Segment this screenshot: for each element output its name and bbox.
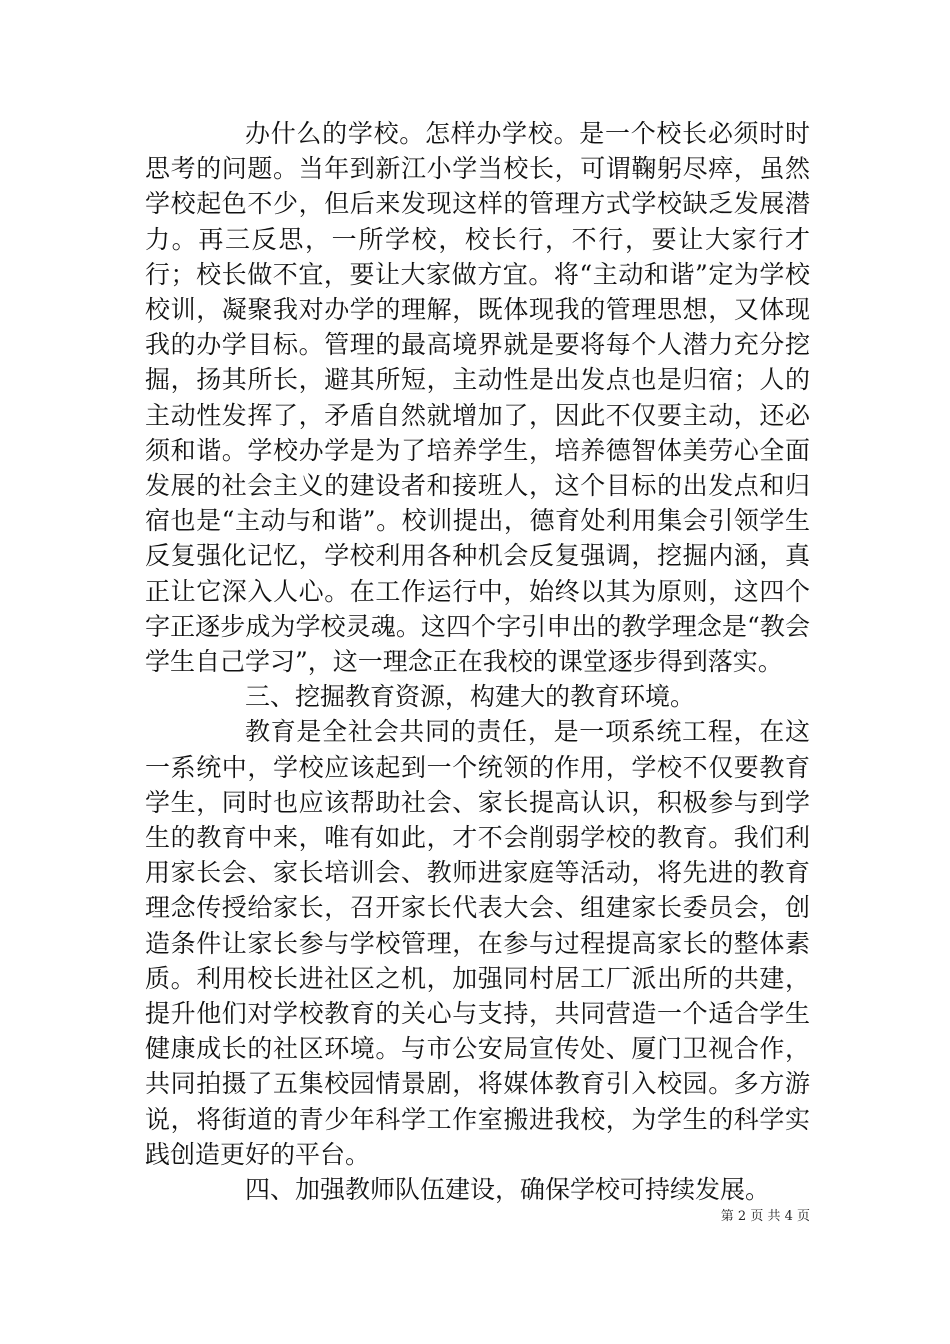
page-number-indicator: 第 2 页 共 4 页	[720, 1209, 810, 1224]
body-paragraph-education-environment: 教育是全社会共同的责任，是一项系统工程，在这一系统中，学校应该起到一个统领的作用，学校不仅要教育学生，同时也应该帮助社会、家长提高认识，积极参与到学生的教育中来，唯有如此，才不会削弱学校的教育。我们利用家长会、家长培训会、教师进家庭等活动，将先进的教育理念传授给家长，召开家长代表大会、组建家长委员会，创造条件让家长参与学校管理，在参与过程提高家长的整体素质。利用校长进社区之机，加强同村居工厂派出所的共建，提升他们对学校教育的关心与支持，共同营造一个适合学生健康成长的社区环境。与市公安局宣传处、厦门卫视合作，共同拍摄了五集校园情景剧，将媒体教育引入校园。多方游说，将街道的青少年科学工作室搬进我校，为学生的科学实践创造更好的平台。	[145, 717, 810, 1169]
body-paragraph-school-motto: 办什么的学校。怎样办学校。是一个校长必须时时思考的问题。当年到新江小学当校长，可谓鞠躬尽瘁，虽然学校起色不少，但后来发现这样的管理方式学校缺乏发展潜力。再三反思，一所学校，校长行，不行，要让大家行才行；校长做不宜，要让大家做方宜。将“主动和谐”定为学校校训，凝聚我对办学的理解，既体现我的管理思想，又体现我的办学目标。管理的最高境界就是要将每个人潜力充分挖掘，扬其所长，避其所短，主动性是出发点也是归宿；人的主动性发挥了，矛盾自然就增加了，因此不仅要主动，还必须和谐。学校办学是为了培养学生，培养德智体美劳心全面发展的社会主义的建设者和接班人，这个目标的出发点和归宿也是“主动与和谐”。校训提出，德育处利用集会引领学生反复强化记忆，学校利用各种机会反复强调，挖掘内涵，真正让它深入人心。在工作运行中，始终以其为原则，这四个字正逐步成为学校灵魂。这四个字引申出的教学理念是“教会学生自己学习”，这一理念正在我校的课堂逐步得到落实。	[145, 119, 810, 677]
section-heading-teacher-team: 四、加强教师队伍建设，确保学校可持续发展。	[245, 1175, 771, 1205]
document-page	[145, 116, 810, 1207]
section-heading-education-resources: 三、挖掘教育资源，构建大的教育环境。	[245, 682, 696, 712]
